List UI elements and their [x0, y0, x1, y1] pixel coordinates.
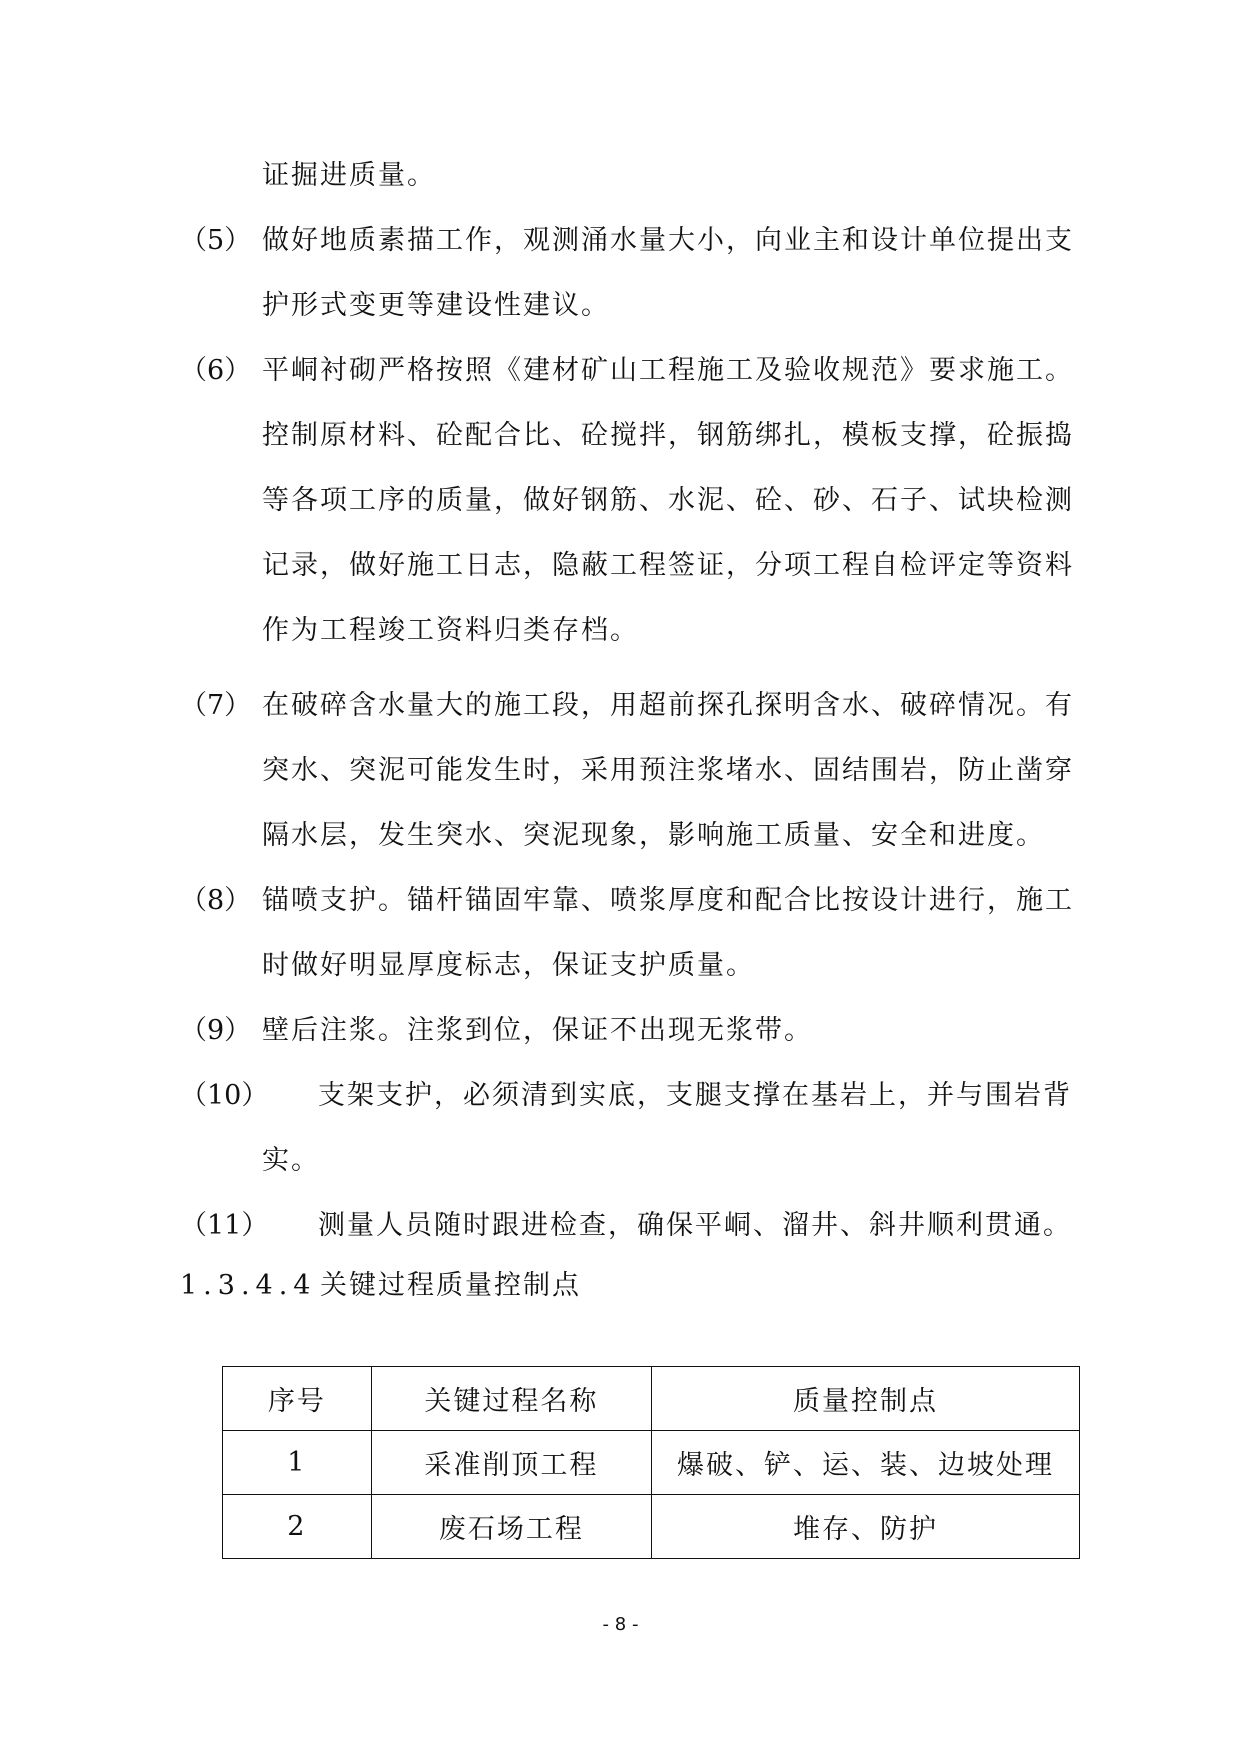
- section-number: 1.3.4.4: [180, 1270, 317, 1301]
- item-number: （11）: [180, 1210, 269, 1241]
- item-number: （9）: [180, 1015, 252, 1046]
- table-header-cell: 序号: [223, 1367, 372, 1431]
- paragraph-line: 在破碎含水量大的施工段，用超前探孔探明含水、破碎情况。有: [262, 690, 1074, 721]
- paragraph-line: 壁后注浆。注浆到位，保证不出现无浆带。: [262, 1015, 813, 1046]
- item-number: （8）: [180, 885, 252, 916]
- table-header-row: [223, 1367, 1080, 1431]
- paragraph-line: 做好地质素描工作，观测涌水量大小，向业主和设计单位提出支: [262, 225, 1074, 256]
- table-cell: 堆存、防护: [651, 1495, 1079, 1559]
- item-number: （7）: [180, 690, 252, 721]
- paragraph-line: 实。: [262, 1145, 320, 1176]
- paragraph-line: 突水、突泥可能发生时，采用预注浆堵水、固结围岩，防止凿穿: [262, 755, 1074, 786]
- paragraph-line: 锚喷支护。锚杆锚固牢靠、喷浆厚度和配合比按设计进行，施工: [262, 885, 1074, 916]
- paragraph-line: 控制原材料、砼配合比、砼搅拌，钢筋绑扎，模板支撑，砼振捣: [262, 420, 1074, 451]
- paragraph-line: 支架支护，必须清到实底，支腿支撑在基岩上，并与围岩背: [318, 1080, 1072, 1111]
- paragraph-line: 等各项工序的质量，做好钢筋、水泥、砼、砂、石子、试块检测: [262, 485, 1074, 516]
- table-cell: 采准削顶工程: [371, 1431, 651, 1495]
- table-row: [223, 1495, 1080, 1559]
- paragraph-line: 时做好明显厚度标志，保证支护质量。: [262, 950, 755, 981]
- section-title: 关键过程质量控制点: [320, 1270, 581, 1301]
- item-number: （6）: [180, 355, 252, 386]
- paragraph-line: 平峒衬砌严格按照《建材矿山工程施工及验收规范》要求施工。: [262, 355, 1074, 386]
- paragraph-line: 证掘进质量。: [262, 160, 436, 191]
- item-number: （5）: [180, 225, 252, 256]
- table-header-cell: 质量控制点: [651, 1367, 1079, 1431]
- page-number: - 8 -: [602, 1614, 639, 1635]
- table-header-cell: 关键过程名称: [371, 1367, 651, 1431]
- table-row: [223, 1431, 1080, 1495]
- table-cell: 1: [223, 1431, 372, 1495]
- table-cell: 废石场工程: [371, 1495, 651, 1559]
- paragraph-line: 隔水层，发生突水、突泥现象，影响施工质量、安全和进度。: [262, 820, 1045, 851]
- item-number: （10）: [180, 1080, 269, 1111]
- table-cell: 2: [223, 1495, 372, 1559]
- paragraph-line: 护形式变更等建设性建议。: [262, 290, 610, 321]
- paragraph-line: 测量人员随时跟进检查，确保平峒、溜井、斜井顺利贯通。: [318, 1210, 1072, 1241]
- quality-control-table: [222, 1366, 1080, 1559]
- paragraph-line: 作为工程竣工资料归类存档。: [262, 615, 639, 646]
- paragraph-line: 记录，做好施工日志，隐蔽工程签证，分项工程自检评定等资料: [262, 550, 1074, 581]
- table-cell: 爆破、铲、运、装、边坡处理: [651, 1431, 1079, 1495]
